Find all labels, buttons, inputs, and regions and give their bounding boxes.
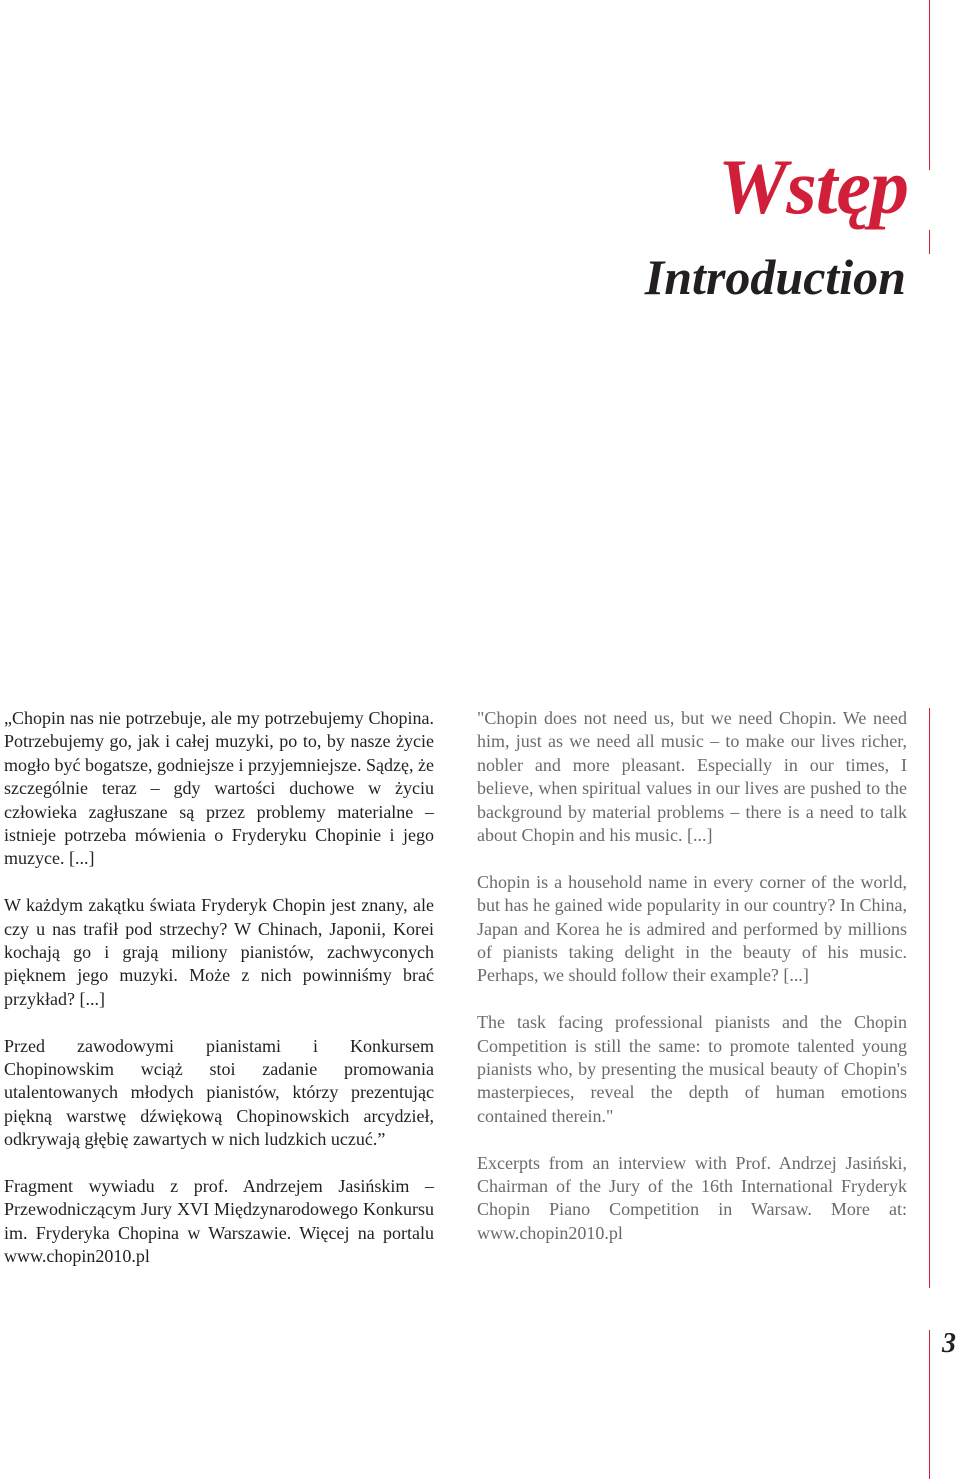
english-credit: Excerpts from an interview with Prof. Andrzej Jasiński, Chairman of the Jury of the 16th International Fryderyk Chopin Piano Competition in Warsaw. More at: www.chopin2010.pl xyxy=(477,1152,907,1243)
page-title-polish: Wstęp xyxy=(718,143,908,231)
polish-column xyxy=(4,707,434,1292)
page-number: 3 xyxy=(942,1328,956,1359)
column-divider xyxy=(929,708,930,1288)
english-paragraph-1: "Chopin does not need us, but we need Chopin. We need him, just as we need all music – to make our lives richer, nobler and more pleasant. Especially in our times, I believe, when spiritual values in our lives are pushed to the background by material problems – there is a need to talk about Chopin and his music. [...] xyxy=(477,708,907,846)
page-number-rule xyxy=(929,1330,930,1479)
english-paragraph-2: Chopin is a household name in every corner of the world, but has he gained wide popularity in our country? In China, Japan and Korea he is admired and performed by millions of pianists taking delight in the beauty of his music. Perhaps, we should follow their example? [...] xyxy=(477,871,907,986)
polish-paragraph-3: Przed zawodowymi pianistami i Konkursem Chopinowskim wciąż stoi zadanie promowania utalentowanych młodych pianistów, którzy prezentując piękną warstwę dźwiękową Chopinowskich arcydzieł, odkrywają głębię zawartych w nich ludzkich uczuć.” xyxy=(4,1035,434,1150)
top-right-rule xyxy=(929,0,930,170)
english-column xyxy=(477,707,907,1269)
english-paragraph-3: The task facing professional pianists and the Chopin Competition is still the same: to promote talented young pianists who, by presenting the musical beauty of Chopin's masterpieces, reveal the depth of human emotions contained therein." xyxy=(477,1012,907,1126)
polish-credit: Fragment wywiadu z prof. Andrzejem Jasińskim – Przewodniczącym Jury XVI Międzynarodowego Konkursu im. Fryderyka Chopina w Warszawie. Więcej na portalu www.chopin2010.pl xyxy=(4,1176,434,1267)
polish-paragraph-1: „Chopin nas nie potrzebuje, ale my potrzebujemy Chopina. Potrzebujemy go, jak i całej muzyki, po to, by nasze życie mogło być bogatsze, godniejsze i przyjemniejsze. Sądzę, że szczególnie teraz – gdy wartości duchowe w życiu człowieka zagłuszane są przez problemy materialne – istnieje potrzeba mówienia o Fryderyku Chopinie i jego muzyce. [...] xyxy=(4,708,434,869)
page-title-english: Introduction xyxy=(644,248,906,305)
title-en-rule xyxy=(929,230,930,254)
polish-paragraph-2: W każdym zakątku świata Fryderyk Chopin jest znany, ale czy u nas trafił pod strzechy? W Chinach, Japonii, Korei kochają go i grają miliony pianistów, zachwyconych pięknem jego muzyki. Może z nich powinniśmy brać przykład? [...] xyxy=(4,895,434,1009)
